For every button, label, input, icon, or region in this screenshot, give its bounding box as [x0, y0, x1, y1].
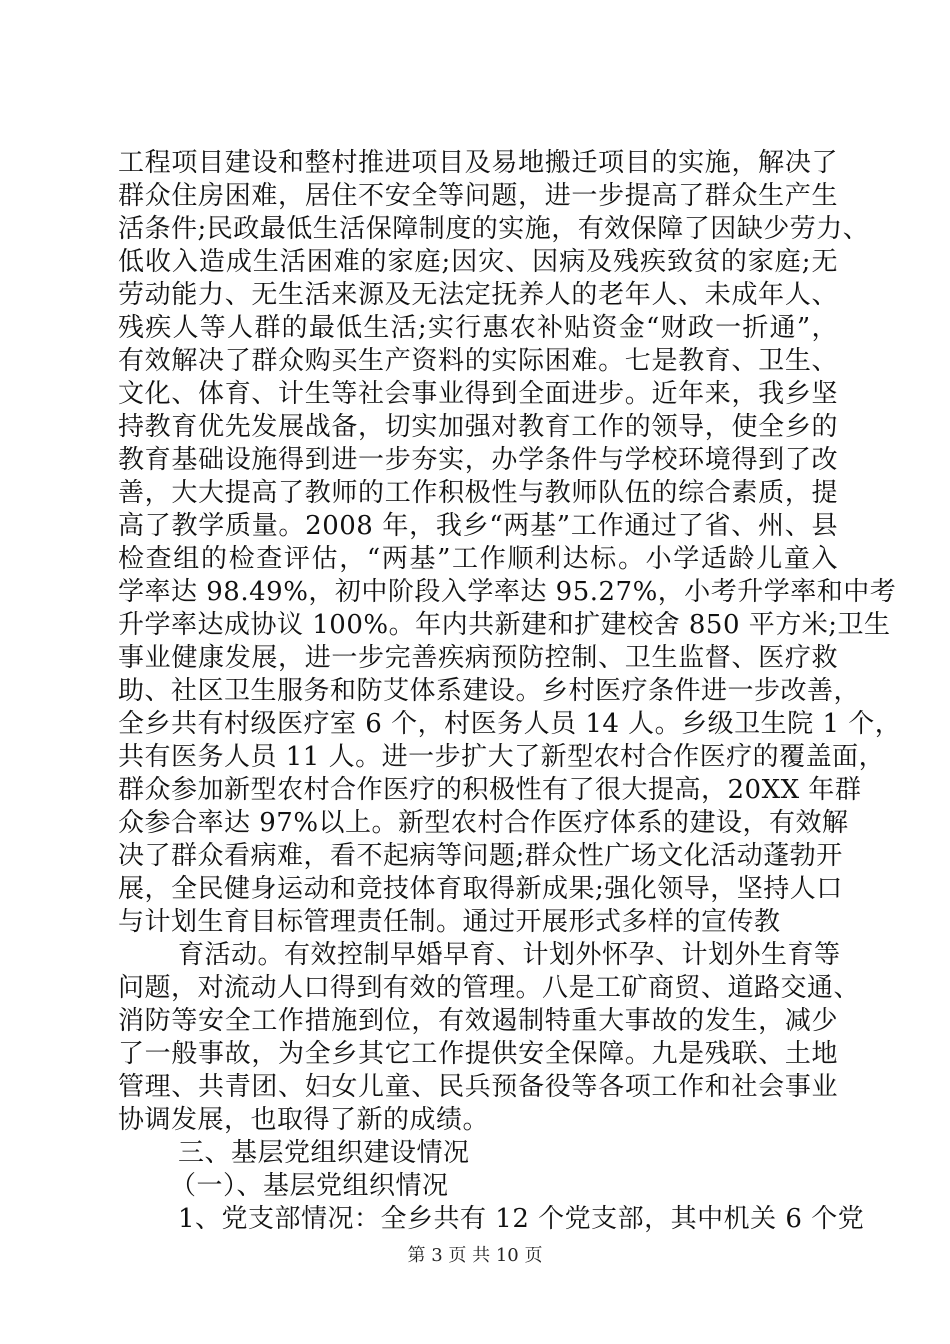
text-line: 低收入造成生活困难的家庭;因灾、因病及残疾致贫的家庭;无 [118, 247, 838, 277]
section-heading: 三、基层党组织建设情况 [178, 1138, 470, 1168]
text-line: 高了教学质量。2008 年，我乡“两基”工作通过了省、州、县 [118, 511, 838, 541]
text-line: 了一般事故，为全乡其它工作提供安全保障。九是残联、土地 [118, 1039, 838, 1069]
document-body [118, 147, 902, 1236]
text-line: 持教育优先发展战备，切实加强对教育工作的领导，使全乡的 [118, 412, 838, 442]
text-line: 助、社区卫生服务和防艾体系建设。乡村医疗条件进一步改善， [118, 676, 861, 706]
text-line: 众参合率达 97%以上。新型农村合作医疗体系的建设，有效解 [118, 808, 849, 838]
text-line: 文化、体育、计生等社会事业得到全面进步。近年来，我乡坚 [118, 379, 838, 409]
text-line: 问题，对流动人口得到有效的管理。八是工矿商贸、道路交通、 [118, 973, 861, 1003]
text-line: 检查组的检查评估，“两基”工作顺利达标。小学适龄儿童入 [118, 544, 838, 574]
text-line: 有效解决了群众购买生产资料的实际困难。七是教育、卫生、 [118, 346, 838, 376]
text-line: 管理、共青团、妇女儿童、民兵预备役等各项工作和社会事业 [118, 1072, 838, 1102]
text-line: 协调发展，也取得了新的成绩。 [118, 1105, 490, 1135]
text-line: 善，大大提高了教师的工作积极性与教师队伍的综合素质，提 [118, 478, 838, 508]
text-line: 展，全民健身运动和竞技体育取得新成果;强化领导，坚持人口 [118, 874, 843, 904]
text-line: 升学率达成协议 100%。年内共新建和扩建校舍 850 平方米;卫生 [118, 610, 891, 640]
text-line: 全乡共有村级医疗室 6 个，村医务人员 14 人。乡级卫生院 1 个， [118, 709, 902, 739]
text-line: 群众参加新型农村合作医疗的积极性有了很大提高，20XX 年群 [118, 775, 862, 805]
text-line: 决了群众看病难，看不起病等问题;群众性广场文化活动蓬勃开 [118, 841, 843, 871]
text-line: 育活动。有效控制早婚早育、计划外怀孕、计划外生育等 [178, 940, 841, 970]
page-number-footer: 第 3 页 共 10 页 [407, 1245, 543, 1266]
text-line: 群众住房困难，居住不安全等问题，进一步提高了群众生产生 [118, 181, 838, 211]
text-line: 事业健康发展，进一步完善疾病预防控制、卫生监督、医疗救 [118, 643, 838, 673]
text-line: 工程项目建设和整村推进项目及易地搬迁项目的实施，解决了 [118, 148, 838, 178]
text-line: 活条件;民政最低生活保障制度的实施，有效保障了因缺少劳力、 [118, 214, 870, 244]
paragraph-education-health [118, 147, 902, 939]
text-line: 劳动能力、无生活来源及无法定抚养人的老年人、未成年人、 [118, 280, 838, 310]
subsection-heading: （一）、基层党组织情况 [170, 1171, 449, 1201]
text-line: 消防等安全工作措施到位，有效遏制特重大事故的发生，减少 [118, 1006, 838, 1036]
text-line: 与计划生育目标管理责任制。通过开展形式多样的宣传教 [118, 907, 781, 937]
text-line: 共有医务人员 11 人。进一步扩大了新型农村合作医疗的覆盖面， [118, 742, 886, 772]
paragraph-safety-affairs [118, 939, 861, 1137]
paragraph-party-branch: 1、党支部情况：全乡共有 12 个党支部，其中机关 6 个党 [178, 1204, 865, 1234]
text-line: 学率达 98.49%，初中阶段入学率达 95.27%，小考升学率和中考 [118, 577, 897, 607]
text-line: 教育基础设施得到进一步夯实，办学条件与学校环境得到了改 [118, 445, 838, 475]
text-line: 残疾人等人群的最低生活;实行惠农补贴资金“财政一折通”， [118, 313, 838, 343]
